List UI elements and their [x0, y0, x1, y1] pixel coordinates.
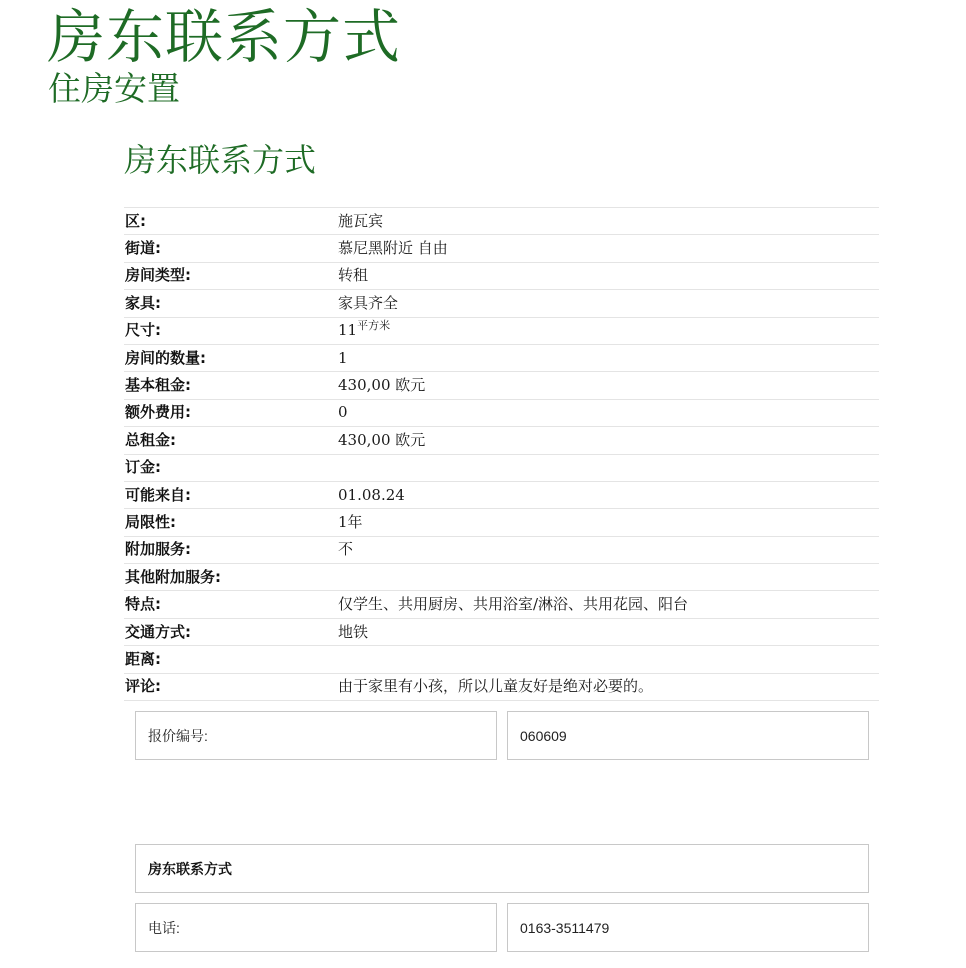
detail-row-district [124, 208, 879, 235]
offer-number-label: 报价编号: [148, 727, 208, 744]
offer-number-value-box [507, 711, 869, 760]
detail-value: 仅学生、共用厨房、共用浴室/淋浴、共用花园、阳台 [337, 591, 879, 618]
detail-label: 局限性: [124, 509, 337, 536]
contact-title-box [135, 844, 869, 893]
detail-label: 交通方式: [124, 618, 337, 645]
detail-value [337, 564, 879, 591]
size-unit: 平方米 [357, 319, 391, 333]
detail-label: 区: [124, 208, 337, 235]
phone-label: 电话: [148, 919, 180, 936]
detail-row-comment [124, 673, 879, 700]
detail-label: 订金: [124, 454, 337, 481]
phone-label-box [135, 903, 497, 952]
detail-row-features [124, 591, 879, 618]
detail-label: 房间的数量: [124, 344, 337, 371]
detail-row-room-type [124, 262, 879, 289]
detail-row-available-from [124, 481, 879, 508]
detail-label: 评论: [124, 673, 337, 700]
phone-value: 0163-3511479 [520, 919, 610, 936]
detail-row-furniture [124, 290, 879, 317]
detail-row-additional-services [124, 536, 879, 563]
detail-value: 01.08.24 [337, 481, 879, 508]
detail-row-deposit [124, 454, 879, 481]
detail-label: 街道: [124, 235, 337, 262]
detail-label: 特点: [124, 591, 337, 618]
details-table [124, 207, 879, 701]
detail-row-limitation [124, 509, 879, 536]
offer-number-label-box [135, 711, 497, 760]
detail-value: 慕尼黑附近 自由 [337, 235, 879, 262]
detail-row-base-rent [124, 372, 879, 399]
detail-label: 基本租金: [124, 372, 337, 399]
detail-row-total-rent [124, 427, 879, 454]
detail-row-size [124, 317, 879, 344]
page-subtitle: 住房安置 [48, 69, 180, 108]
detail-row-extra-costs [124, 399, 879, 426]
detail-value: 转租 [337, 262, 879, 289]
detail-label: 距离: [124, 646, 337, 673]
detail-value: 430,00 欧元 [337, 372, 879, 399]
detail-value: 1年 [337, 509, 879, 536]
detail-value: 430,00 欧元 [337, 427, 879, 454]
detail-value [337, 317, 879, 344]
detail-value: 不 [337, 536, 879, 563]
offer-number-value: 060609 [520, 727, 567, 744]
detail-value: 家具齐全 [337, 290, 879, 317]
detail-value: 由于家里有小孩，所以儿童友好是绝对必要的。 [337, 673, 879, 700]
detail-value: 0 [337, 399, 879, 426]
contact-title: 房东联系方式 [148, 860, 232, 877]
page-title: 房东联系方式 [47, 3, 402, 71]
detail-row-transport [124, 618, 879, 645]
detail-value: 1 [337, 344, 879, 371]
detail-row-other-services [124, 564, 879, 591]
detail-value: 施瓦宾 [337, 208, 879, 235]
detail-label: 附加服务: [124, 536, 337, 563]
phone-value-box [507, 903, 869, 952]
detail-label: 其他附加服务: [124, 564, 337, 591]
detail-row-room-count [124, 344, 879, 371]
detail-row-street [124, 235, 879, 262]
detail-value: 地铁 [337, 618, 879, 645]
detail-label: 额外费用: [124, 399, 337, 426]
detail-label: 总租金: [124, 427, 337, 454]
detail-value [337, 646, 879, 673]
detail-value [337, 454, 879, 481]
detail-label: 房间类型: [124, 262, 337, 289]
detail-label: 尺寸: [124, 317, 337, 344]
size-value: 11 [338, 321, 358, 340]
detail-label: 可能来自: [124, 481, 337, 508]
detail-row-distance [124, 646, 879, 673]
section-title: 房东联系方式 [124, 141, 317, 179]
detail-label: 家具: [124, 290, 337, 317]
